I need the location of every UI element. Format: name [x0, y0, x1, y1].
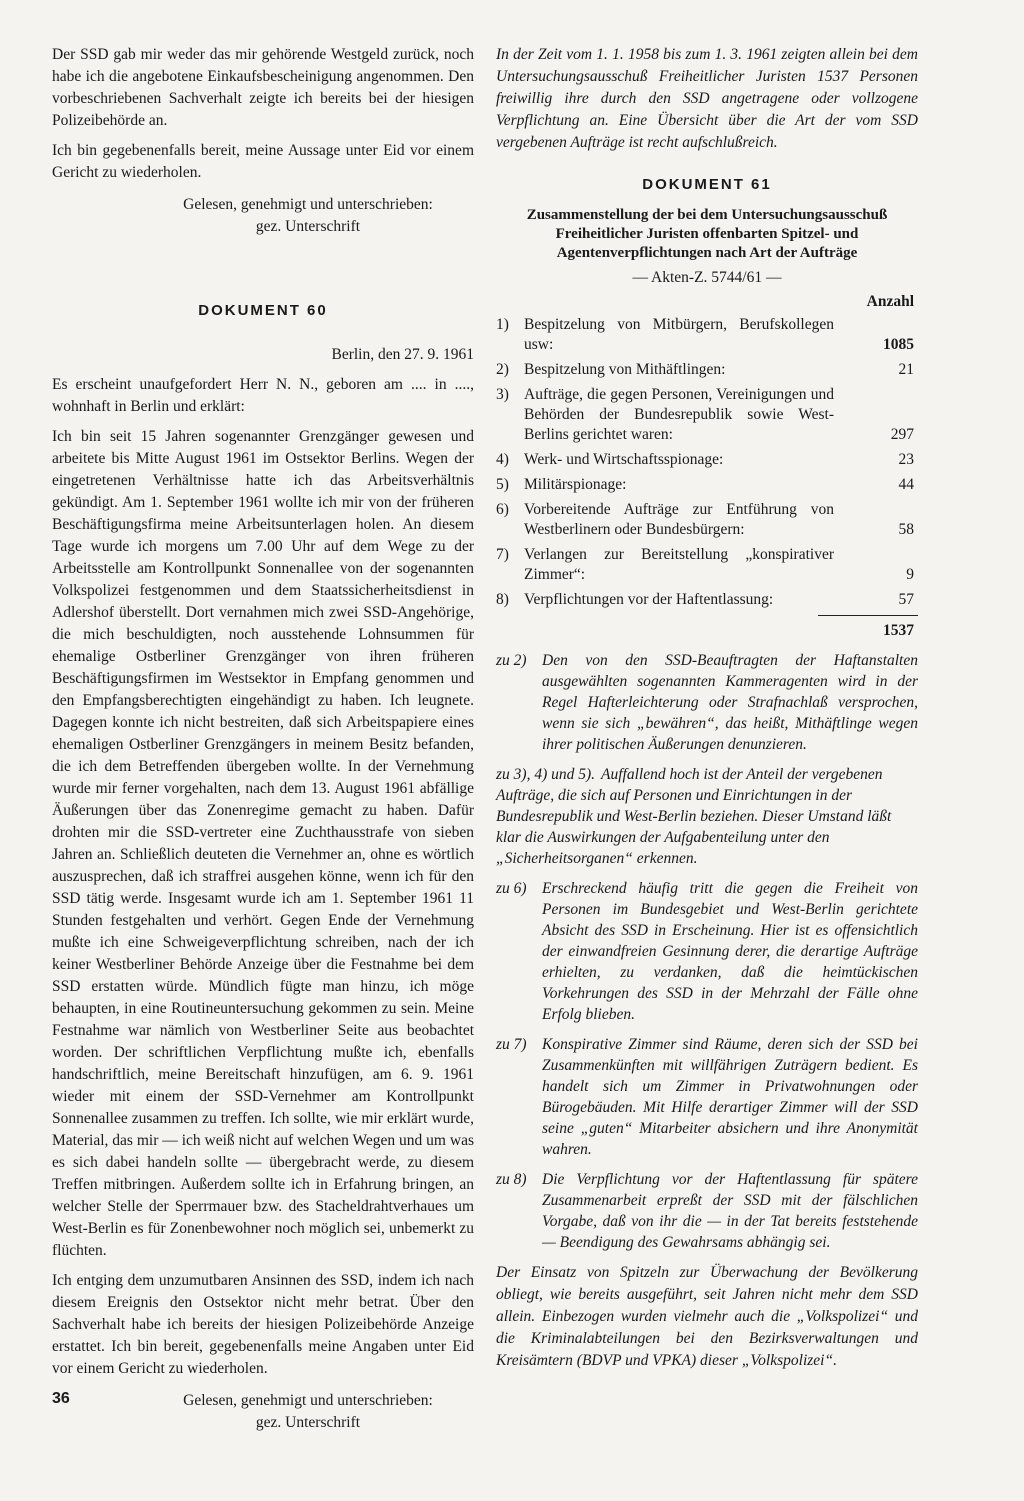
- document-date: Berlin, den 27. 9. 1961: [331, 346, 474, 363]
- signature-name: gez. Unterschrift: [255, 218, 361, 235]
- total-rule: [818, 615, 918, 616]
- note-reference: zu 6): [496, 880, 527, 897]
- table-row: [496, 385, 918, 450]
- table-heading: Zusammenstellung der bei dem Untersuchungsausschuß Freiheitlicher Juristen offenbarten Spitzel- und Agentenverpflichtungen nach Art der Aufträge: [526, 207, 888, 261]
- row-number: 2): [496, 361, 509, 378]
- row-text: Bespitzelung von Mitbürgern, Berufskollegen usw:: [524, 316, 834, 353]
- signature-block: [52, 1390, 474, 1434]
- paragraph: Der SSD gab mir weder das mir gehörende Westgeld zurück, noch habe ich die angebotene Einkaufsbescheinigung angenommen. Den vorbeschriebenen Sachverhalt zeigte ich bereits bei der hiesigen Polizeibehörde an.: [52, 46, 474, 129]
- row-text: Bespitzelung von Mithäftlingen:: [524, 361, 726, 378]
- table-row: [496, 500, 918, 545]
- paragraph: Ich entging dem unzumutbaren Ansinnen des SSD, indem ich nach diesem Ereignis den Ostsektor nicht mehr betrat. Über den Sachverhalt habe ich bereits der hiesigen Polizeibehörde Anzeige erstattet. Ich bin bereit, gegebenenfalls meine Angaben unter Eid vor einem Gericht zu wiederholen.: [52, 1272, 474, 1377]
- row-text: Werk- und Wirtschaftsspionage:: [524, 451, 724, 468]
- note-reference: zu 2): [496, 652, 527, 669]
- row-text: Militärspionage:: [524, 476, 627, 493]
- row-number: 4): [496, 451, 509, 468]
- note-text: Auffallend hoch ist der Anteil der vergebenen Aufträge, die sich auf Personen und Einrichtungen in der Bundesrepublik und West-Berlin beziehen. Dieser Umstand läßt klar die Auswirkungen der Aufgabenteilung unter den „Sicherheitsorganen“ erkennen.: [496, 766, 892, 867]
- file-reference: — Akten-Z. 5744/61 —: [632, 269, 782, 286]
- note-reference: zu 8): [496, 1171, 527, 1188]
- note-text: Erschreckend häufig tritt die gegen die Freiheit von Personen im Bundesgebiet und West-Berlin gerichtete Absicht des SSD in Erscheinung. Hier ist es offensichtlich der einwandfreien Gesinnung derer, die derartige Aufträge erhielten, zu verdanken, daß die heimtückischen Vorkehrungen des SSD in der Mehrzahl der Fälle ohne Erfolg blieben.: [542, 880, 918, 1023]
- table-row: [496, 590, 918, 615]
- signature-line: Gelesen, genehmigt und unterschrieben:: [183, 196, 433, 213]
- note-item: [496, 1034, 918, 1160]
- notes-list: [496, 650, 918, 1253]
- note-reference: zu 3), 4) und 5).: [496, 766, 596, 783]
- table-row: [496, 450, 918, 475]
- right-column: [496, 44, 918, 1380]
- signature-name: gez. Unterschrift: [255, 1414, 361, 1431]
- row-text: Verlangen zur Bereitstellung „konspirativer Zimmer“:: [524, 546, 834, 583]
- assignments-table: [496, 315, 918, 615]
- table-total: 1537: [883, 622, 914, 639]
- row-text: Vorbereitende Aufträge zur Entführung von Westberlinern oder Bundesbürgern:: [524, 501, 834, 538]
- row-value: 9: [906, 566, 914, 583]
- signature-line: Gelesen, genehmigt und unterschrieben:: [183, 1392, 433, 1409]
- table-row: [496, 315, 918, 360]
- closing-paragraph: Der Einsatz von Spitzeln zur Überwachung der Bevölkerung obliegt, wie bereits ausgeführt, seit Jahren nicht mehr dem SSD allein. Einbezogen wurden vielmehr auch die „Volkspolizei“ und die Kriminalabteilungen bei den Bezirksverwaltungen und Kreisämtern (BDVP und VPKA) dieser „Volkspolizei“.: [496, 1264, 918, 1369]
- paragraph: Ich bin gegebenenfalls bereit, meine Aussage unter Eid vor einem Gericht zu wiederholen.: [52, 142, 474, 181]
- count-column-header: Anzahl: [866, 293, 914, 310]
- row-value: 58: [898, 521, 914, 538]
- note-item: [496, 878, 918, 1025]
- note-text: Konspirative Zimmer sind Räume, deren sich der SSD bei Zusammenkünften mit willfährigen Zuträgern bedient. Es handelt sich um Zimmer in Privatwohnungen oder Bürogebäuden. Mit Hilfe derartiger Zimmer will der SSD seine „guten“ Mitarbeiter absichern und ihre Anonymität wahren.: [542, 1036, 918, 1158]
- row-value: 297: [890, 426, 914, 443]
- table-row: [496, 360, 918, 385]
- row-value: 21: [898, 361, 914, 378]
- table-row: [496, 475, 918, 500]
- paragraph: Ich bin seit 15 Jahren sogenannter Grenzgänger gewesen und arbeitete bis Mitte August 1961 im Ostsektor Berlins. Wegen der eingetretenen Verhältnisse hatte ich das Arbeitsverhältnis gekündigt. Am 1. September 1961 wollte ich mir von der früheren Beschäftigungsfirma meine Arbeitsunterlagen holen. An diesem Tage wurde ich morgens um 7.00 Uhr auf dem Wege zu der Arbeitsstelle am Kontrollpunkt Sonnenallee von der sogenannten Volkspolizei festgenommen und dem Staatssicherheitsdienst in Adlershof überstellt. Dort vernahmen mich zwei SSD-Angehörige, die mich beschuldigten, noch ausstehende Lohnsummen für ehemalige Ostberliner Grenzgänger von ihren früheren Beschäftigungsfirmen im Westsektor in Empfang genommen und den Empfangsberechtigten eingehändigt zu haben. Ich leugnete. Dagegen konnte ich nicht bestreiten, daß sich Arbeitspapiere eines ehemaligen Ostberliner Grenzgängers in meinem Besitz befanden, die ich dem Betreffenden übergeben wollte. In der Vernehmung wurde mir ferner vorgehalten, nach dem 13. August 1961 abfällige Äußerungen über das Zonenregime gemacht zu haben. Dafür drohten mir die SSD-vertreter eine Zuchthausstrafe von sieben Jahren an. Schließlich deuteten die Vernehmer an, ohne es wörtlich auszusprechen, daß ich straffrei ausgehen könne, wenn ich für den SSD tätig werde. Insgesamt wurde ich am 1. September 1961 11 Stunden festgehalten und verhört. Gegen Ende der Vernehmung mußte ich eine Schweigeverpflichtung schreiben, nach der ich keiner Westberliner Behörde Anzeige über die Festnahme bei dem SSD erstatten würde. Mündlich fügte man hinzu, ich möge behaupten, in eine Routineuntersuchung gekommen zu sein. Meine Festnahme war nämlich von Westberliner Seite aus beobachtet worden. Der schriftlichen Verpflichtung mußte ich, ebenfalls handschriftlich, meine Bereitschaft hinzufügen, am 6. 9. 1961 wieder mit einem der SSD-Vernehmer am Kontrollpunkt Sonnenallee zusammen zu treffen. Ich sollte, wie mir erklärt wurde, Material, das mir — ich weiß nicht auf welchen Wegen und um was es sich dabei handeln sollte — übergebracht werde, zu diesem Treffen mitbringen. Außerdem sollte ich in Erfahrung bringen, an welcher Stelle der Sperrmauer bzw. des Stacheldrahtverhaues um West-Berlin es für Zonenbewohner noch möglich sei, unbemerkt zu flüchten.: [52, 428, 474, 1259]
- row-value: 23: [898, 451, 914, 468]
- row-text: Aufträge, die gegen Personen, Vereinigungen und Behörden der Bundesrepublik sowie West-Berlins gerichtet waren:: [524, 386, 834, 443]
- row-text: Verpflichtungen vor der Haftentlassung:: [524, 591, 774, 608]
- paragraph: Es erscheint unaufgefordert Herr N. N., geboren am .... in ...., wohnhaft in Berlin und erklärt:: [52, 376, 474, 415]
- row-number: 6): [496, 501, 509, 518]
- signature-block: [52, 194, 474, 238]
- note-text: Die Verpflichtung vor der Haftentlassung für spätere Zusammenarbeit erpreßt der SSD mit der fälschlichen Vorgabe, daß von ihr die — in der Tat bereits feststehende — Beendigung des Gewahrsams abhängig sei.: [542, 1171, 918, 1251]
- note-item: [496, 764, 918, 869]
- row-value: 44: [898, 476, 914, 493]
- row-number: 1): [496, 316, 509, 333]
- page-number: 36: [52, 1390, 70, 1407]
- intro-paragraph: In der Zeit vom 1. 1. 1958 bis zum 1. 3. 1961 zeigten allein bei dem Untersuchungsausschuß Freiheitlicher Juristen 1537 Personen freiwillig ihre durch den SSD angetragene oder vollzogene Verpflichtung an. Eine Übersicht über die Art der vom SSD vergebenen Aufträge ist recht aufschlußreich.: [496, 46, 918, 151]
- row-number: 7): [496, 546, 509, 563]
- note-item: [496, 650, 918, 755]
- row-number: 5): [496, 476, 509, 493]
- note-text: Den von den SSD-Beauftragten der Haftanstalten ausgewählten sogenannten Kammeragenten wird in der Regel Hafterleichterung oder Strafnachlaß versprochen, wenn sie sich „bewähren“, das heißt, Mithäftlinge wegen ihrer politischen Äußerungen denunzieren.: [542, 652, 918, 753]
- row-value: 1085: [883, 336, 914, 353]
- row-number: 8): [496, 591, 509, 608]
- left-column: [52, 44, 474, 1434]
- row-number: 3): [496, 386, 509, 403]
- row-value: 57: [898, 591, 914, 608]
- note-item: [496, 1169, 918, 1253]
- note-reference: zu 7): [496, 1036, 527, 1053]
- document-60-title: DOKUMENT 60: [198, 302, 328, 319]
- table-row: [496, 545, 918, 590]
- document-61-title: DOKUMENT 61: [642, 176, 772, 193]
